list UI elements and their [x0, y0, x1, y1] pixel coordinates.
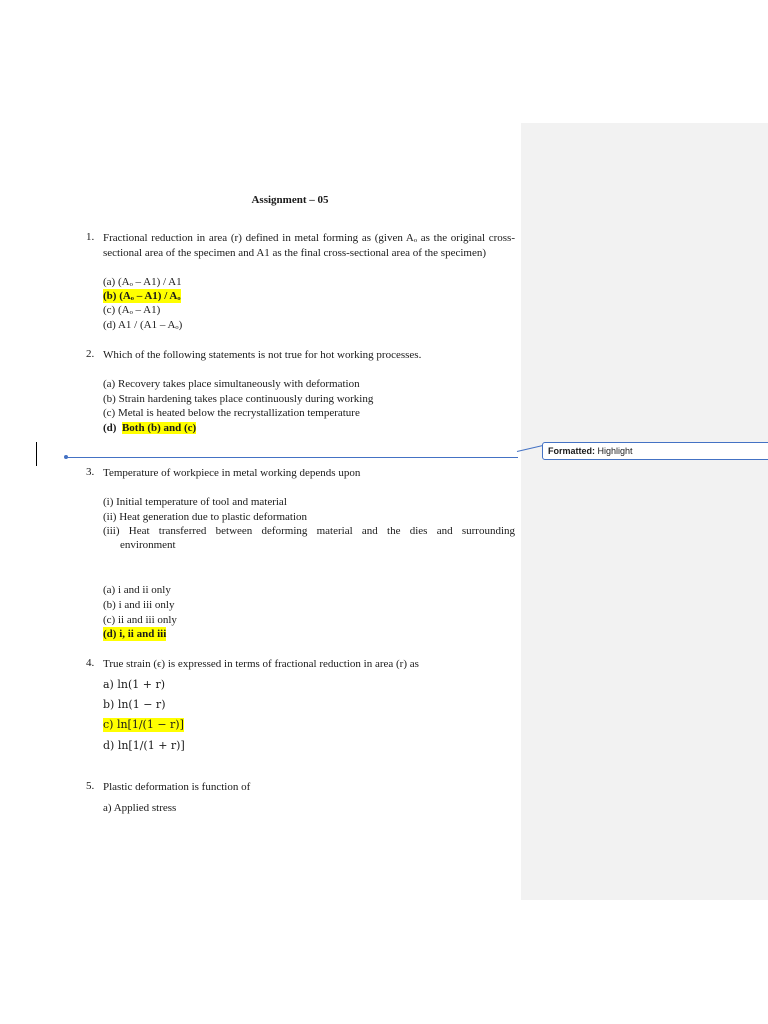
comment-connector-line — [66, 457, 518, 458]
q2-option-d-text: Both (b) and (c) — [121, 422, 197, 434]
q3-option-a: (a) i and ii only — [103, 584, 171, 596]
q3-option-c: (c) ii and iii only — [103, 614, 177, 626]
q3-option-d: (d) i, ii and iii — [103, 628, 167, 640]
q1-option-d: (d) A1 / (A1 – Aₒ) — [103, 319, 183, 331]
q4-option-d: d) ln[1/(1 + r)] — [103, 739, 185, 752]
comment-value: Highlight — [597, 446, 633, 456]
q3-item-ii: (ii) Heat generation due to plastic deformation — [103, 511, 308, 523]
q3-item-i: (i) Initial temperature of tool and material — [103, 496, 287, 508]
q4-text: True strain (ϵ) is expressed in terms of fractional reduction in area (r) as — [103, 658, 419, 670]
q1-option-b: (b) (Aₒ – A1) / Aₒ — [103, 290, 181, 302]
formatting-comment-balloon[interactable] — [542, 442, 768, 460]
q3-option-b: (b) i and iii only — [103, 599, 175, 611]
q2-option-a: (a) Recovery takes place simultaneously with deformation — [103, 378, 360, 390]
q3-text: Temperature of workpiece in metal working depends upon — [103, 467, 361, 479]
q2-number: 2. — [86, 348, 95, 360]
q4-number: 4. — [86, 657, 95, 669]
markup-pane — [521, 123, 768, 900]
q5-option-a: a) Applied stress — [103, 802, 177, 814]
text-cursor — [36, 442, 37, 466]
q5-text: Plastic deformation is function of — [103, 781, 251, 793]
q4-option-b: b) ln(1 − r) — [103, 698, 166, 711]
comment-label: Formatted: — [548, 446, 595, 456]
q2-option-d — [103, 421, 196, 435]
q1-option-a: (a) (Aₒ – A1) / A1 — [103, 276, 182, 288]
q3-number: 3. — [86, 466, 95, 478]
q2-option-b: (b) Strain hardening takes place continuously during working — [103, 393, 374, 405]
assignment-title: Assignment – 05 — [251, 194, 329, 206]
q1-option-c: (c) (Aₒ – A1) — [103, 304, 161, 316]
q2-text: Which of the following statements is not true for hot working processes. — [103, 349, 422, 361]
q3-item-iii-cont: environment — [120, 539, 176, 551]
q4-option-a: a) ln(1 + r) — [103, 678, 165, 691]
q5-number: 5. — [86, 780, 95, 792]
q4-option-c: c) ln[1/(1 − r)] — [103, 718, 184, 731]
q3-item-iii: (iii) Heat transferred between deforming material and the dies and surrounding — [103, 525, 515, 537]
q2-option-d-label: (d) — [103, 422, 117, 434]
q1-number: 1. — [86, 231, 95, 243]
q2-option-c: (c) Metal is heated below the recrystallization temperature — [103, 407, 360, 419]
q1-text: Fractional reduction in area (r) defined in metal forming as (given Aₒ as the original cross-sectional area of the specimen and A1 as the final cross-sectional area of the specimen) — [103, 232, 515, 259]
